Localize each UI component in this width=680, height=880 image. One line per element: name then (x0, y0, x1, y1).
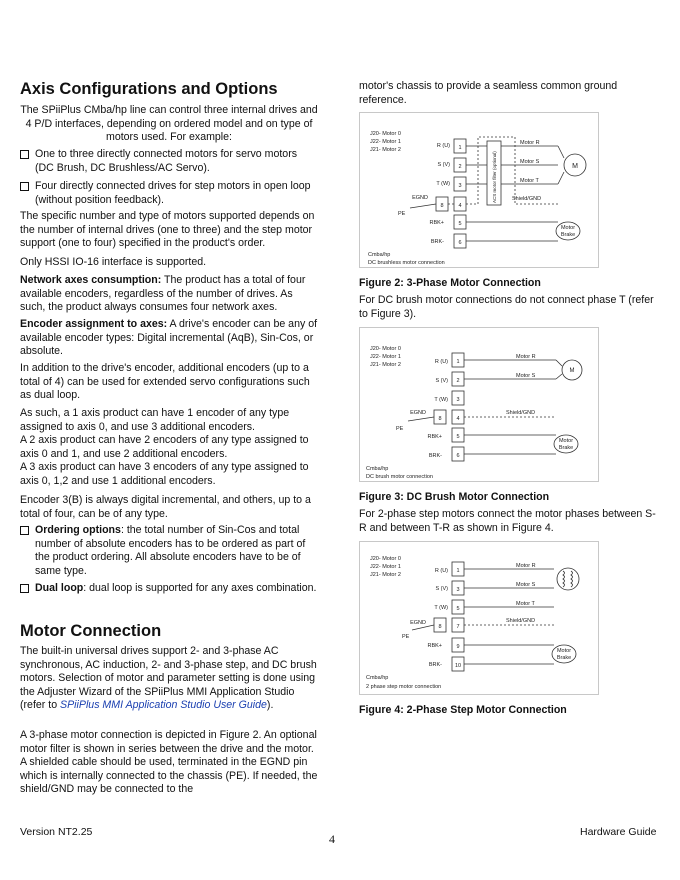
svg-text:8: 8 (440, 203, 444, 209)
svg-text:J20- Motor 0: J20- Motor 0 (370, 346, 401, 352)
svg-text:1: 1 (458, 145, 462, 151)
svg-text:1: 1 (456, 359, 460, 365)
svg-text:Motor T: Motor T (520, 178, 539, 184)
svg-text:M: M (569, 368, 575, 374)
svg-text:7: 7 (456, 624, 460, 630)
svg-text:3: 3 (458, 183, 462, 189)
svg-text:6: 6 (456, 453, 460, 459)
svg-text:5: 5 (458, 221, 462, 227)
paragraph-additional-encoders: In addition to the drive's encoder, additional encoders (up to a total of 4) can be used for extended servo configurations such as dual loop. (20, 362, 310, 401)
svg-text:BRK-: BRK- (428, 453, 442, 459)
svg-text:DC brush motor connection: DC brush motor connection (366, 474, 433, 480)
paragraph-encoder-assignment: Encoder assignment to axes: A drive's encoder can be any of available encoder types: Digital incremental (AqB), Sin-Cos, or absolute. (20, 318, 318, 357)
svg-text:4: 4 (456, 416, 460, 422)
svg-text:9: 9 (456, 644, 460, 650)
svg-text:6: 6 (458, 240, 462, 246)
svg-text:EGND: EGND (410, 620, 426, 626)
svg-text:EGND: EGND (412, 195, 428, 201)
svg-text:8: 8 (438, 624, 442, 630)
svg-text:J21- Motor 2: J21- Motor 2 (370, 362, 401, 368)
checkbox-bullet-icon (20, 526, 29, 535)
svg-text:RBK+: RBK+ (427, 434, 442, 440)
wiring-diagram (360, 113, 598, 267)
svg-text:Motor S: Motor S (520, 159, 540, 165)
bullet-item: Ordering options: the total number of Sin-Cos and total number of absolute encoders has to be ordered as part of the product ordering. All absolute encoders have to be of same type. (20, 524, 318, 578)
svg-text:3: 3 (456, 397, 460, 403)
checkbox-bullet-icon (20, 182, 29, 191)
svg-text:5: 5 (456, 606, 460, 612)
figure-dc-brush-diagram (359, 327, 599, 482)
svg-text:J20- Motor 0: J20- Motor 0 (370, 131, 401, 137)
svg-text:5: 5 (456, 434, 460, 440)
svg-text:Cmba/hp: Cmba/hp (368, 252, 391, 258)
svg-text:J22- Motor 1: J22- Motor 1 (370, 139, 401, 145)
bullet-item: Dual loop: dual loop is supported for any axes combination. (20, 582, 318, 596)
svg-text:J20- Motor 0: J20- Motor 0 (370, 556, 401, 562)
figure-3-phase-diagram (359, 112, 599, 268)
svg-text:Motor: Motor (560, 225, 576, 231)
svg-text:2: 2 (456, 378, 460, 384)
svg-text:Brake: Brake (560, 232, 576, 238)
wiring-diagram (360, 328, 598, 481)
svg-text:J22- Motor 1: J22- Motor 1 (370, 354, 401, 360)
section-heading-motor-connection: Motor Connection (20, 622, 162, 640)
wiring-diagram (360, 542, 598, 694)
intro-paragraph: The SPiiPlus CMba/hp line can control three internal drives and 4 P/D interfaces, depending on ordered model and on type of motors used. For example: (20, 104, 318, 143)
svg-text:EGND: EGND (410, 410, 426, 416)
svg-text:R (U): R (U) (436, 143, 450, 149)
paragraph-drives: The specific number and type of motors supported depends on the number of internal drives (one to three) and the step motor support (one to four) specified in the product's order. (20, 210, 315, 249)
svg-text:M: M (572, 163, 578, 170)
svg-text:1: 1 (456, 568, 460, 574)
svg-text:J21- Motor 2: J21- Motor 2 (370, 147, 401, 153)
svg-text:ACS motor filter (optional): ACS motor filter (optional) (492, 151, 497, 203)
svg-text:3: 3 (456, 587, 460, 593)
svg-text:Motor T: Motor T (516, 601, 535, 607)
svg-text:Cmba/hp: Cmba/hp (366, 675, 389, 681)
svg-text:Motor: Motor (556, 648, 572, 654)
svg-text:4: 4 (458, 203, 462, 209)
figure-step-motor-diagram (359, 541, 599, 695)
paragraph-2-axis: A 2 axis product can have 2 encoders of any type assigned to axis 0 and 1, and use 2 additional encoders. (20, 434, 309, 460)
svg-text:S (V): S (V) (435, 586, 448, 592)
svg-text:PE: PE (398, 211, 406, 217)
svg-text:PE: PE (396, 426, 404, 432)
svg-text:R (U): R (U) (434, 359, 448, 365)
svg-text:Shield/GND: Shield/GND (506, 618, 536, 624)
paragraph-continuation: motor's chassis to provide a seamless common ground reference. (359, 80, 618, 106)
paragraph-encoder-3b: Encoder 3(B) is always digital incremental, and others, up to a total of four, can be of any type. (20, 494, 311, 520)
bullet-item: One to three directly connected motors for servo motors (DC Brush, DC Brushless/AC Servo). (20, 148, 318, 175)
page-number: 4 (329, 832, 335, 846)
figure-3-caption: Figure 3: DC Brush Motor Connection (359, 491, 550, 503)
section-heading-axis-configurations: Axis Configurations and Options (20, 80, 278, 98)
svg-text:RBK+: RBK+ (427, 643, 442, 649)
svg-text:Cmba/hp: Cmba/hp (366, 466, 389, 472)
svg-text:Shield/GND: Shield/GND (506, 410, 536, 416)
figure-2-caption: Figure 2: 3-Phase Motor Connection (359, 277, 541, 289)
paragraph-2-phase-step: For 2-phase step motors connect the motor phases between S-R and between T-R as shown in Figure 4. (359, 508, 656, 534)
paragraph-3-axis: A 3 axis product can have 3 encoders of any type assigned to axis 0, 1,2 and use 1 additional encoders. (20, 461, 309, 487)
paragraph-dc-brush: For DC brush motor connections do not connect phase T (refer to Figure 3). (359, 294, 654, 320)
svg-text:T (W): T (W) (436, 181, 450, 187)
paragraph-hssi: Only HSSI IO-16 interface is supported. (20, 256, 207, 268)
bullet-item: Four directly connected drives for step motors in open loop (without position feedback). (20, 180, 318, 207)
svg-text:Brake: Brake (556, 655, 572, 661)
svg-text:BRK-: BRK- (428, 662, 442, 668)
svg-text:Motor: Motor (558, 438, 574, 444)
svg-text:T (W): T (W) (434, 605, 448, 611)
checkbox-bullet-icon (20, 150, 29, 159)
svg-text:10: 10 (454, 663, 462, 669)
svg-text:Motor S: Motor S (516, 582, 536, 588)
paragraph-3-phase: A 3-phase motor connection is depicted in Figure 2. An optional motor filter is shown in series between the drive and the motor. A shielded cable should be used, terminated in the EGND pin which is internally connected to the chassis (PE). If needed, the shield/GND may be connected to the (20, 729, 318, 795)
svg-text:DC brushless motor connection: DC brushless motor connection (368, 260, 445, 266)
svg-text:Brake: Brake (558, 445, 574, 451)
svg-text:Motor R: Motor R (520, 140, 540, 146)
figure-4-caption: Figure 4: 2-Phase Step Motor Connection (359, 704, 567, 716)
svg-text:J21- Motor 2: J21- Motor 2 (370, 572, 401, 578)
svg-text:R (U): R (U) (434, 568, 448, 574)
svg-text:2 phase step motor connection: 2 phase step motor connection (366, 684, 442, 690)
user-guide-link[interactable]: SPiiPlus MMI Application Studio User Guide (60, 699, 267, 711)
svg-text:S (V): S (V) (435, 378, 448, 384)
svg-text:RBK+: RBK+ (429, 220, 444, 226)
svg-text:Motor R: Motor R (516, 354, 536, 360)
paragraph-1-axis: As such, a 1 axis product can have 1 encoder of any type assigned to axis 0, and use 3 additional encoders. (20, 407, 290, 433)
svg-text:S (V): S (V) (437, 162, 450, 168)
svg-text:Motor S: Motor S (516, 373, 536, 379)
svg-text:Motor R: Motor R (516, 563, 536, 569)
svg-text:8: 8 (438, 416, 442, 422)
svg-text:2: 2 (458, 164, 462, 170)
paragraph-built-in-drives: The built-in universal drives support 2- and 3-phase AC synchronous, AC induction, 2- and 3-phase step, and DC brush motors. Selection of motor and parameter setting is done using the Adjuster Wizard of the SPiiPlus MMI Application Studio (refer to SPiiPlus MMI Application Studio User Guide). (20, 645, 317, 711)
checkbox-bullet-icon (20, 584, 29, 593)
svg-text:J22- Motor 1: J22- Motor 1 (370, 564, 401, 570)
footer-version: Version NT2.25 (20, 826, 93, 838)
svg-text:Shield/GND: Shield/GND (512, 196, 542, 202)
footer-guide-title: Hardware Guide (580, 826, 657, 838)
svg-text:BRK-: BRK- (430, 239, 444, 245)
svg-text:T (W): T (W) (434, 397, 448, 403)
svg-text:PE: PE (402, 634, 410, 640)
paragraph-network-axes: Network axes consumption: The product has a total of four available encoders, regardless of the number of drives. As such, the product always consumes four network axes. (20, 274, 306, 313)
